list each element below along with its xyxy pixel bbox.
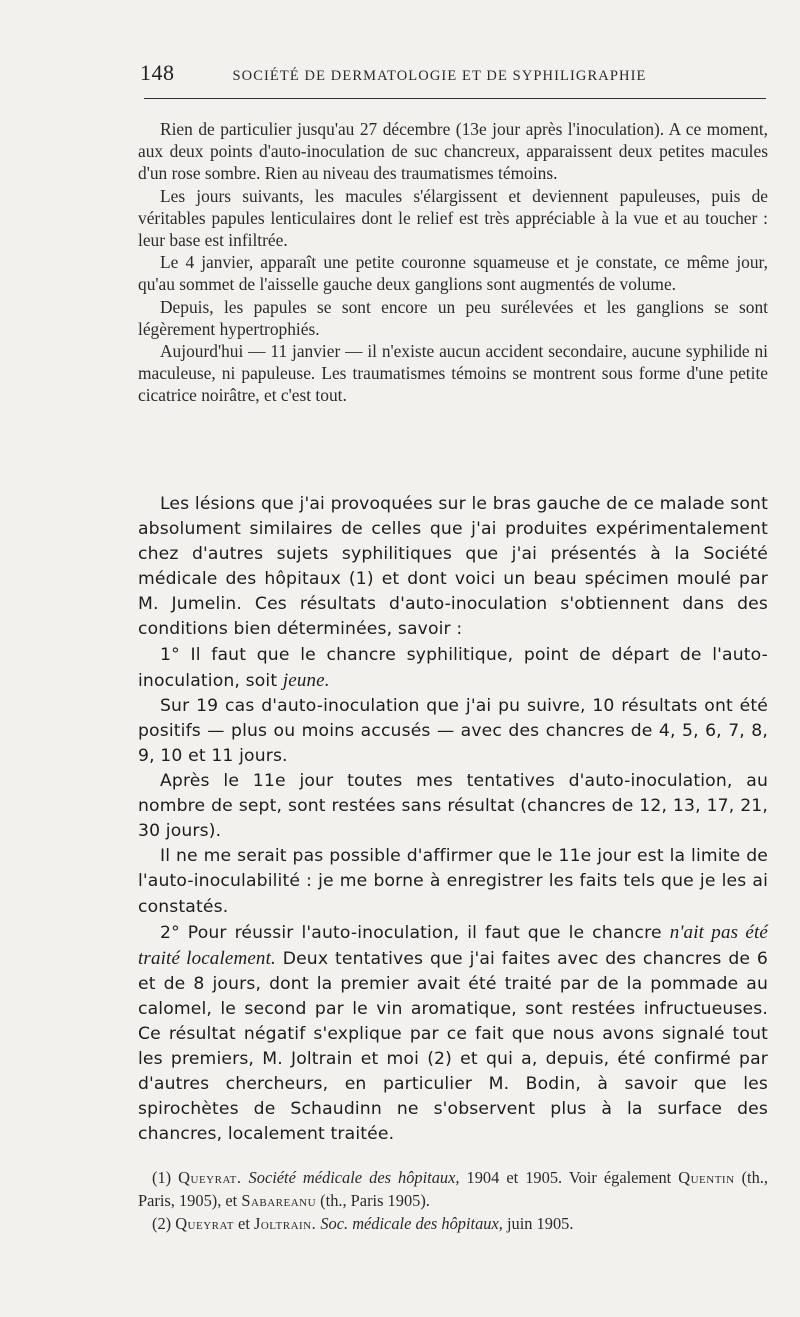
observation-paragraph: Aujourd'hui — 11 janvier — il n'existe aucun accident secondaire, aucune syphilide ni maculeuse, ni papuleuse. Les traumatismes témoins se montrent sous forme d'une petite cicatrice noirâtre, et c'est tout. xyxy=(138,341,768,406)
footnote-2: (2) Queyrat et Joltrain. Soc. médicale des hôpitaux, juin 1905. xyxy=(152,1214,574,1233)
observation-paragraph: Depuis, les papules se sont encore un peu surélevées et les ganglions se sont légèrement hypertrophiés. xyxy=(138,296,768,339)
body-paragraph: Les lésions que j'ai provoquées sur le bras gauche de ce malade sont absolument similaires de celles que j'ai produites expérimentalement chez d'autres sujets syphilitiques que j'ai présentés à la Société médicale des hôpitaux (1) et dont voici un beau spécimen moulé par M. Jumelin. Ces résultats d'auto-inoculation s'obtiennent dans des conditions bien déterminées, savoir : xyxy=(138,494,768,640)
running-title: SOCIÉTÉ DE DERMATOLOGIE ET DE SYPHILIGRAPHIE xyxy=(232,68,647,84)
body-paragraph: 2° Pour réussir l'auto-inoculation, il faut que le chancre n'ait pas été traité localement. Deux tentatives que j'ai faites avec des chancres de 6 et de 8 jours, dont la premier avait été traité par de la pommade au calomel, le second par le vin aromatique, sont restées infructueuses. Ce résultat négatif s'explique par ce fait que nous avons signalé tout les premiers, M. Joltrain et moi (2) et qui a, depuis, été confirmé par d'autres chercheurs, en particulier M. Bodin, à savoir que les spirochètes de Schaudinn ne s'observent plus à la surface des chancres, localement traitée. xyxy=(138,921,768,1145)
body-paragraph: 1° Il faut que le chancre syphilitique, point de départ de l'auto-inoculation, soit jeune. xyxy=(138,644,768,691)
body-paragraph: Après le 11e jour toutes mes tentatives d'auto-inoculation, au nombre de sept, sont restées sans résultat (chancres de 12, 13, 17, 21, 30 jours). xyxy=(138,771,768,842)
footnote-1: (1) Queyrat. Société médicale des hôpitaux, 1904 et 1905. Voir également Quentin (th., Paris, 1905), et Sabareanu (th., Paris 1905). xyxy=(138,1168,768,1210)
observation-paragraph: Le 4 janvier, apparaît une petite couronne squameuse et je constate, ce même jour, qu'au sommet de l'aisselle gauche deux ganglions sont augmentés de volume. xyxy=(138,252,768,295)
observation-paragraph: Les jours suivants, les macules s'élargissent et deviennent papuleuses, puis de véritables papules lenticulaires dont le relief est très appréciable à la vue et au toucher : leur base est infiltrée. xyxy=(138,185,768,251)
header-rule xyxy=(144,98,766,99)
body-paragraph: Sur 19 cas d'auto-inoculation que j'ai pu suivre, 10 résultats ont été positifs — plus ou moins accusés — avec des chancres de 4, 5, 6, 7, 8, 9, 10 et 11 jours. xyxy=(138,695,768,766)
body-paragraph: Il ne me serait pas possible d'affirmer que le 11e jour est la limite de l'auto-inoculabilité : je me borne à enregistrer les faits tels que je les ai constatés. xyxy=(138,846,768,917)
case-observation xyxy=(138,118,768,407)
page-number: 148 xyxy=(140,60,175,85)
footnotes xyxy=(138,1166,768,1235)
observation-paragraph: Rien de particulier jusqu'au 27 décembre (13e jour après l'inoculation). A ce moment, aux deux points d'auto-inoculation de suc chancreux, apparaissent deux petites macules d'un rose sombre. Rien au niveau des traumatismes témoins. xyxy=(138,119,768,184)
page-header xyxy=(140,60,768,90)
main-text xyxy=(138,492,768,1147)
